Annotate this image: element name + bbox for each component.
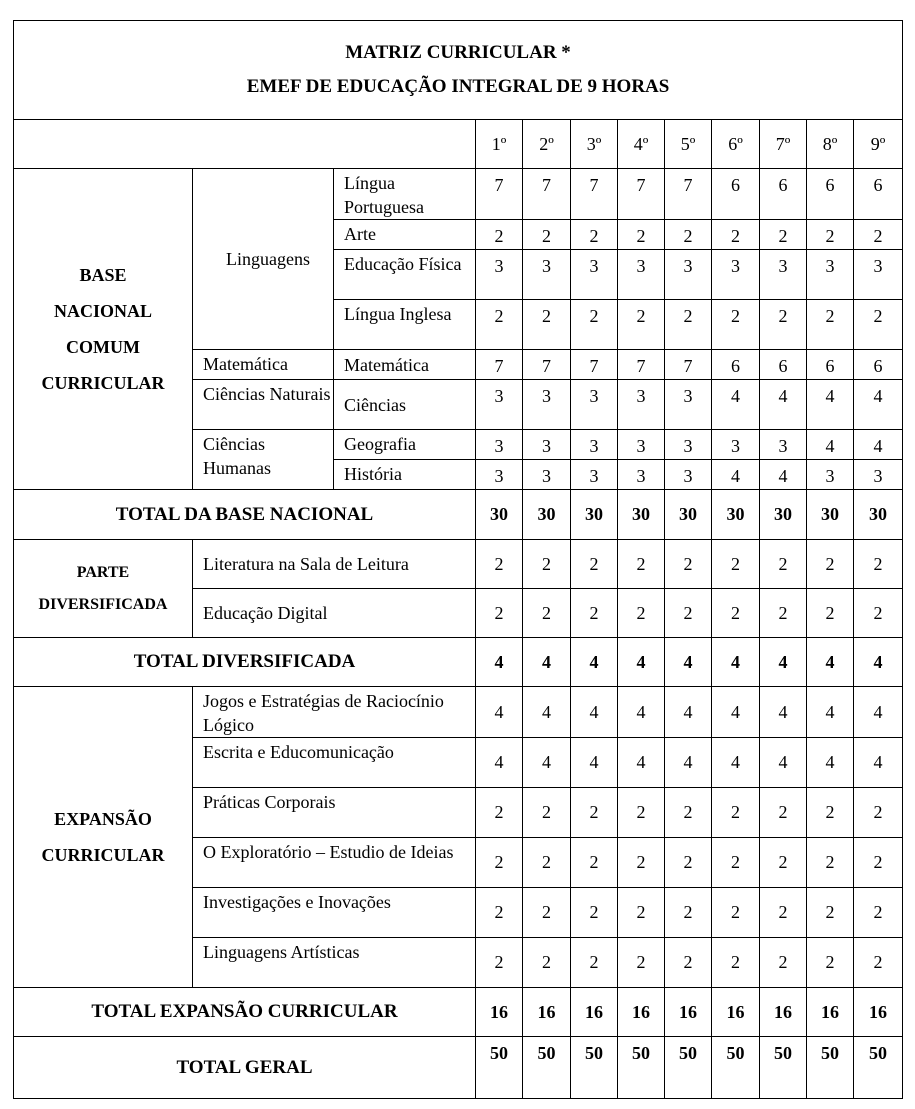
total-geral-cell: 50 (760, 1037, 807, 1099)
hours-cell: 2 (854, 788, 903, 838)
subject-name: Língua Portuguesa (334, 169, 476, 220)
hours-cell: 2 (476, 220, 523, 250)
grade-header: 5º (665, 120, 712, 169)
hours-cell: 2 (712, 589, 760, 638)
hours-cell: 2 (712, 540, 760, 589)
total-geral-cell: 50 (665, 1037, 712, 1099)
hours-cell: 6 (854, 350, 903, 380)
total-geral-label: TOTAL GERAL (14, 1037, 476, 1099)
subject-name: Matemática (334, 350, 476, 380)
total-geral-cell: 50 (618, 1037, 665, 1099)
total-expansao-cell: 16 (476, 988, 523, 1037)
hours-cell: 2 (665, 888, 712, 938)
hours-cell: 2 (665, 300, 712, 350)
hours-cell: 7 (523, 350, 571, 380)
title-line-2: EMEF DE EDUCAÇÃO INTEGRAL DE 9 HORAS (246, 76, 670, 97)
matrix-title (14, 21, 903, 120)
group-label-line: COMUM (66, 337, 140, 357)
total-base-label: TOTAL DA BASE NACIONAL (14, 490, 476, 540)
hours-cell: 2 (618, 938, 665, 988)
hours-cell: 4 (712, 687, 760, 738)
hours-cell: 3 (571, 430, 618, 460)
hours-cell: 3 (523, 460, 571, 490)
hours-cell: 4 (618, 687, 665, 738)
total-geral-cell: 50 (476, 1037, 523, 1099)
total-diversificada-cell: 4 (476, 638, 523, 687)
hours-cell: 2 (665, 589, 712, 638)
total-expansao-cell: 16 (618, 988, 665, 1037)
hours-cell: 2 (571, 220, 618, 250)
group-label-line: PARTE (76, 563, 130, 581)
hours-cell: 2 (618, 838, 665, 888)
hours-cell: 2 (476, 838, 523, 888)
hours-cell: 2 (665, 938, 712, 988)
total-expansao-label: TOTAL EXPANSÃO CURRICULAR (14, 988, 476, 1037)
hours-cell: 3 (665, 430, 712, 460)
hours-cell: 2 (712, 300, 760, 350)
hours-cell: 3 (618, 380, 665, 430)
total-base-cell: 30 (854, 490, 903, 540)
hours-cell: 2 (807, 220, 854, 250)
grade-header: 7º (760, 120, 807, 169)
hours-cell: 2 (523, 838, 571, 888)
group-expansao-curricular (14, 687, 193, 988)
hours-cell: 6 (807, 350, 854, 380)
area-matematica: Matemática (193, 350, 334, 380)
grade-header: 3º (571, 120, 618, 169)
subject-name: Investigações e Inovações (193, 888, 476, 938)
subject-name: Jogos e Estratégias de Raciocínio Lógico (193, 687, 476, 738)
hours-cell: 4 (854, 380, 903, 430)
hours-cell: 3 (571, 250, 618, 300)
hours-cell: 4 (760, 460, 807, 490)
hours-cell: 4 (665, 738, 712, 788)
hours-cell: 3 (571, 460, 618, 490)
hours-cell: 4 (807, 738, 854, 788)
hours-cell: 3 (760, 250, 807, 300)
grade-header: 8º (807, 120, 854, 169)
total-expansao-cell: 16 (665, 988, 712, 1037)
hours-cell: 7 (618, 350, 665, 380)
hours-cell: 2 (571, 938, 618, 988)
hours-cell: 2 (807, 888, 854, 938)
subject-name: O Exploratório – Estudio de Ideias (193, 838, 476, 888)
hours-cell: 4 (571, 738, 618, 788)
subject-row (14, 540, 903, 589)
total-diversificada-cell: 4 (854, 638, 903, 687)
subject-row (14, 169, 903, 220)
hours-cell: 2 (571, 788, 618, 838)
hours-cell: 2 (807, 589, 854, 638)
hours-cell: 2 (807, 300, 854, 350)
hours-cell: 4 (854, 687, 903, 738)
hours-cell: 3 (523, 430, 571, 460)
hours-cell: 2 (807, 788, 854, 838)
hours-cell: 3 (523, 380, 571, 430)
hours-cell: 2 (760, 888, 807, 938)
hours-cell: 2 (618, 788, 665, 838)
total-expansao-cell: 16 (807, 988, 854, 1037)
hours-cell: 4 (807, 687, 854, 738)
hours-cell: 2 (854, 589, 903, 638)
hours-cell: 2 (476, 888, 523, 938)
total-expansao-cell: 16 (523, 988, 571, 1037)
hours-cell: 2 (571, 300, 618, 350)
total-geral-cell: 50 (571, 1037, 618, 1099)
total-base-cell: 30 (807, 490, 854, 540)
hours-cell: 4 (523, 687, 571, 738)
hours-cell: 2 (665, 788, 712, 838)
total-diversificada-cell: 4 (571, 638, 618, 687)
hours-cell: 2 (712, 888, 760, 938)
hours-cell: 2 (523, 220, 571, 250)
subject-name: Língua Inglesa (334, 300, 476, 350)
header-blank (14, 120, 476, 169)
hours-cell: 2 (476, 589, 523, 638)
matrix-body (14, 21, 903, 1099)
hours-cell: 2 (476, 300, 523, 350)
total-diversificada-label: TOTAL DIVERSIFICADA (14, 638, 476, 687)
hours-cell: 2 (854, 300, 903, 350)
hours-cell: 2 (523, 589, 571, 638)
hours-cell: 2 (618, 589, 665, 638)
area-ciencias-humanas: Ciências Humanas (193, 430, 334, 490)
hours-cell: 6 (712, 169, 760, 220)
hours-cell: 3 (760, 430, 807, 460)
total-geral-cell: 50 (523, 1037, 571, 1099)
hours-cell: 3 (665, 460, 712, 490)
grade-header: 9º (854, 120, 903, 169)
subject-name: Ciências (334, 380, 476, 430)
hours-cell: 2 (807, 838, 854, 888)
group-label-line: CURRICULAR (41, 845, 165, 865)
total-diversificada-cell: 4 (618, 638, 665, 687)
title-line-1: MATRIZ CURRICULAR * (345, 42, 571, 63)
hours-cell: 2 (571, 540, 618, 589)
total-base-row (14, 490, 903, 540)
total-geral-cell: 50 (712, 1037, 760, 1099)
hours-cell: 2 (571, 838, 618, 888)
total-base-cell: 30 (618, 490, 665, 540)
hours-cell: 3 (712, 430, 760, 460)
total-diversificada-cell: 4 (523, 638, 571, 687)
hours-cell: 2 (476, 788, 523, 838)
title-row (14, 21, 903, 120)
grade-header: 2º (523, 120, 571, 169)
hours-cell: 2 (854, 938, 903, 988)
hours-cell: 3 (807, 460, 854, 490)
hours-cell: 3 (854, 250, 903, 300)
subject-name: Geografia (334, 430, 476, 460)
hours-cell: 3 (665, 250, 712, 300)
hours-cell: 2 (571, 589, 618, 638)
hours-cell: 4 (807, 380, 854, 430)
hours-cell: 3 (618, 430, 665, 460)
hours-cell: 2 (807, 938, 854, 988)
grade-header-row (14, 120, 903, 169)
group-base-nacional (14, 169, 193, 490)
subject-name: Educação Digital (193, 589, 476, 638)
hours-cell: 4 (760, 380, 807, 430)
hours-cell: 4 (476, 687, 523, 738)
hours-cell: 2 (665, 540, 712, 589)
curriculum-matrix-table (13, 20, 903, 1099)
hours-cell: 4 (712, 738, 760, 788)
hours-cell: 2 (760, 540, 807, 589)
subject-name: Práticas Corporais (193, 788, 476, 838)
total-diversificada-row (14, 638, 903, 687)
hours-cell: 2 (760, 838, 807, 888)
subject-name: Linguagens Artísticas (193, 938, 476, 988)
hours-cell: 7 (618, 169, 665, 220)
hours-cell: 7 (665, 350, 712, 380)
hours-cell: 2 (760, 938, 807, 988)
hours-cell: 4 (760, 738, 807, 788)
hours-cell: 4 (807, 430, 854, 460)
total-base-cell: 30 (760, 490, 807, 540)
hours-cell: 2 (618, 540, 665, 589)
total-base-cell: 30 (665, 490, 712, 540)
hours-cell: 3 (854, 460, 903, 490)
hours-cell: 2 (618, 300, 665, 350)
group-label-line: DIVERSIFICADA (38, 595, 168, 613)
hours-cell: 3 (571, 380, 618, 430)
subject-name: História (334, 460, 476, 490)
grade-header: 4º (618, 120, 665, 169)
hours-cell: 4 (854, 430, 903, 460)
hours-cell: 3 (712, 250, 760, 300)
area-ciencias-naturais: Ciências Naturais (193, 380, 334, 430)
subject-name: Educação Física (334, 250, 476, 300)
total-expansao-cell: 16 (760, 988, 807, 1037)
hours-cell: 2 (523, 540, 571, 589)
hours-cell: 3 (476, 380, 523, 430)
hours-cell: 7 (571, 350, 618, 380)
hours-cell: 4 (665, 687, 712, 738)
hours-cell: 6 (854, 169, 903, 220)
total-geral-cell: 50 (854, 1037, 903, 1099)
total-base-cell: 30 (476, 490, 523, 540)
hours-cell: 2 (571, 888, 618, 938)
hours-cell: 2 (807, 540, 854, 589)
hours-cell: 4 (618, 738, 665, 788)
total-geral-row (14, 1037, 903, 1099)
total-expansao-cell: 16 (571, 988, 618, 1037)
hours-cell: 2 (523, 788, 571, 838)
hours-cell: 2 (618, 888, 665, 938)
hours-cell: 7 (665, 169, 712, 220)
subject-row (14, 687, 903, 738)
total-expansao-cell: 16 (712, 988, 760, 1037)
hours-cell: 4 (571, 687, 618, 738)
total-expansao-row (14, 988, 903, 1037)
hours-cell: 2 (760, 220, 807, 250)
hours-cell: 6 (760, 169, 807, 220)
hours-cell: 3 (476, 430, 523, 460)
total-diversificada-cell: 4 (807, 638, 854, 687)
total-expansao-cell: 16 (854, 988, 903, 1037)
hours-cell: 6 (712, 350, 760, 380)
hours-cell: 2 (760, 589, 807, 638)
hours-cell: 2 (854, 888, 903, 938)
hours-cell: 2 (523, 938, 571, 988)
hours-cell: 3 (618, 460, 665, 490)
hours-cell: 6 (760, 350, 807, 380)
hours-cell: 4 (476, 738, 523, 788)
hours-cell: 2 (854, 838, 903, 888)
hours-cell: 3 (665, 380, 712, 430)
hours-cell: 2 (665, 220, 712, 250)
hours-cell: 4 (523, 738, 571, 788)
hours-cell: 2 (760, 300, 807, 350)
subject-name: Arte (334, 220, 476, 250)
hours-cell: 2 (760, 788, 807, 838)
group-label-line: NACIONAL (53, 301, 152, 321)
total-geral-cell: 50 (807, 1037, 854, 1099)
hours-cell: 2 (854, 220, 903, 250)
group-label-line: BASE (79, 265, 127, 285)
hours-cell: 2 (476, 938, 523, 988)
total-base-cell: 30 (712, 490, 760, 540)
subject-name: Literatura na Sala de Leitura (193, 540, 476, 589)
hours-cell: 2 (712, 838, 760, 888)
hours-cell: 2 (665, 838, 712, 888)
hours-cell: 3 (523, 250, 571, 300)
subject-name: Escrita e Educomunicação (193, 738, 476, 788)
hours-cell: 2 (476, 540, 523, 589)
area-linguagens: Linguagens (193, 169, 334, 350)
hours-cell: 2 (854, 540, 903, 589)
hours-cell: 3 (618, 250, 665, 300)
total-diversificada-cell: 4 (665, 638, 712, 687)
total-base-cell: 30 (571, 490, 618, 540)
hours-cell: 2 (618, 220, 665, 250)
hours-cell: 4 (712, 380, 760, 430)
hours-cell: 2 (712, 788, 760, 838)
hours-cell: 7 (476, 169, 523, 220)
hours-cell: 7 (523, 169, 571, 220)
grade-header: 6º (712, 120, 760, 169)
total-diversificada-cell: 4 (760, 638, 807, 687)
hours-cell: 3 (476, 460, 523, 490)
total-base-cell: 30 (523, 490, 571, 540)
hours-cell: 2 (712, 938, 760, 988)
group-label-line: CURRICULAR (41, 373, 165, 393)
total-diversificada-cell: 4 (712, 638, 760, 687)
hours-cell: 6 (807, 169, 854, 220)
hours-cell: 3 (807, 250, 854, 300)
hours-cell: 7 (571, 169, 618, 220)
hours-cell: 2 (712, 220, 760, 250)
grade-header: 1º (476, 120, 523, 169)
group-label-line: EXPANSÃO (54, 809, 152, 829)
hours-cell: 7 (476, 350, 523, 380)
hours-cell: 2 (523, 300, 571, 350)
hours-cell: 4 (854, 738, 903, 788)
hours-cell: 2 (523, 888, 571, 938)
hours-cell: 4 (712, 460, 760, 490)
hours-cell: 4 (760, 687, 807, 738)
group-parte-diversificada (14, 540, 193, 638)
hours-cell: 3 (476, 250, 523, 300)
